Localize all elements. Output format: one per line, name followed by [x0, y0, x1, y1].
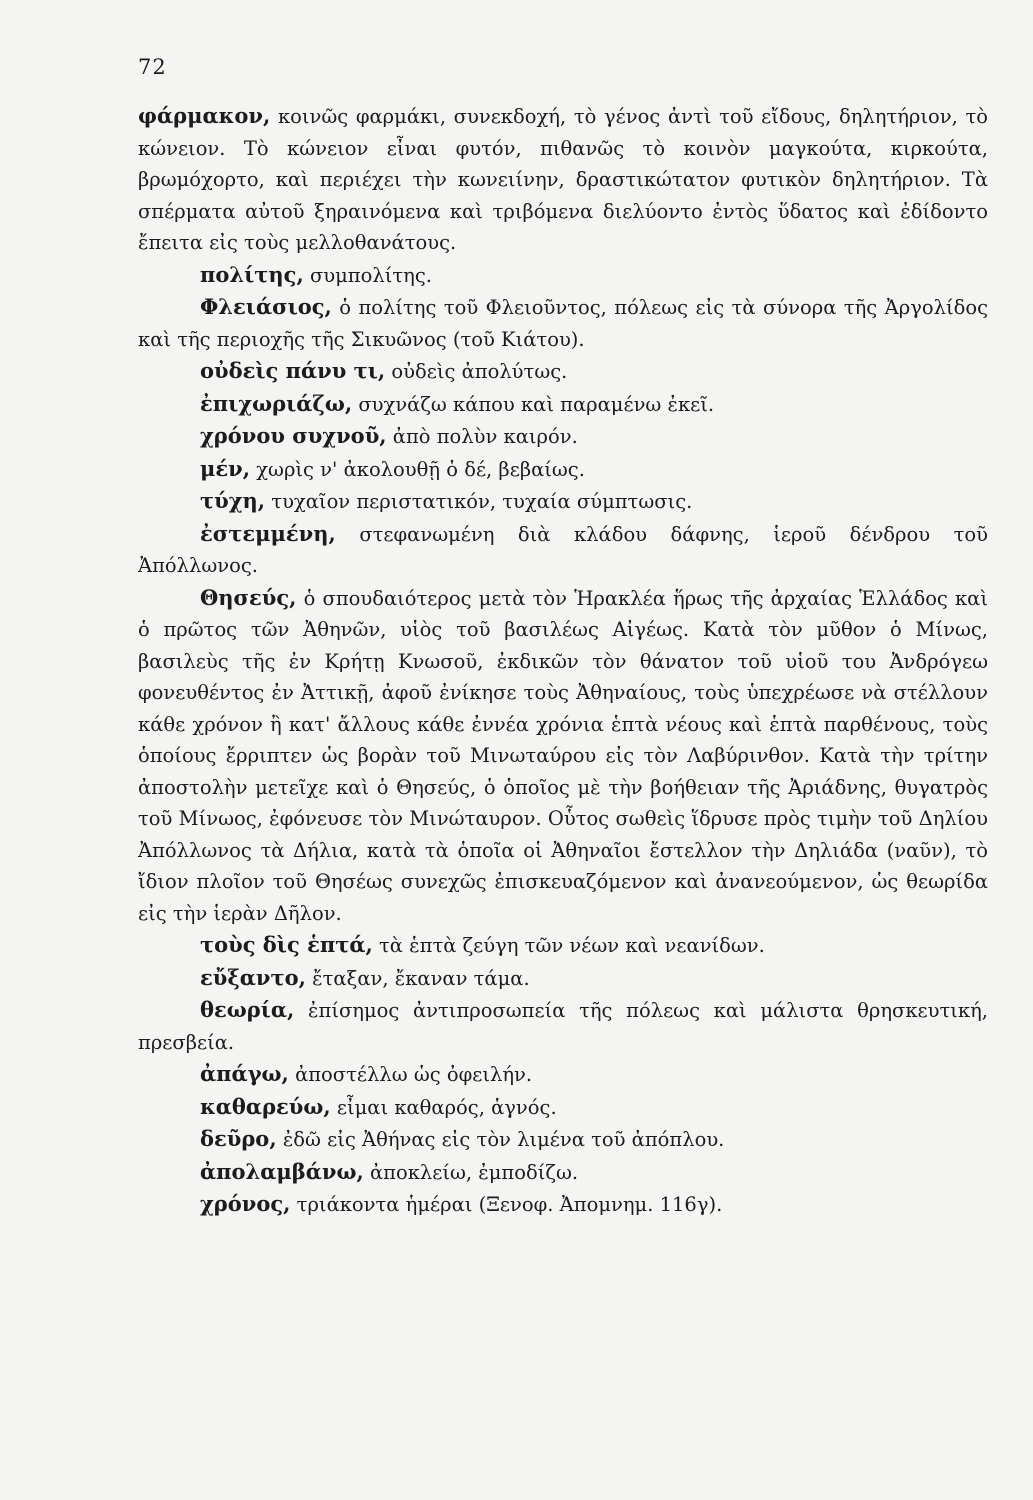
definition: εἶμαι καθαρός, ἁγνός. — [330, 1095, 557, 1119]
lemma: χρόνος, — [200, 1191, 291, 1216]
definition: στεφανωμένη διὰ κλάδου δάφνης, ἱεροῦ δένδρου τοῦ Ἀπόλλωνος. — [138, 522, 988, 577]
definition: τυχαῖον περιστατικόν, τυχαία σύμπτωσις. — [265, 490, 693, 513]
lemma: ἀπάγω, — [200, 1061, 289, 1086]
lemma: τύχη, — [200, 488, 266, 513]
glossary-entry — [138, 962, 988, 995]
lemma: φάρμακον, — [138, 103, 271, 128]
definition: συχνάζω κάπου καὶ παραμένω ἐκεῖ. — [352, 392, 715, 416]
glossary-entry — [138, 1156, 988, 1189]
definition: συμπολίτης. — [303, 263, 432, 287]
glossary-entry — [138, 485, 988, 518]
glossary-entry — [138, 291, 988, 355]
definition: ἀπὸ πολὺν καιρόν. — [386, 425, 578, 448]
glossary-entry — [138, 1188, 988, 1221]
lemma: εὔξαντο, — [200, 964, 306, 990]
lemma: ἐστεμμένη, — [200, 520, 336, 546]
lemma: χρόνου συχνοῦ, — [200, 423, 387, 448]
definition: ἀποκλείω, ἐμποδίζω. — [363, 1160, 579, 1184]
glossary-entry — [138, 1058, 988, 1091]
lemma: τοὺς δὶς ἑπτά, — [200, 932, 373, 957]
lemma: οὐδεὶς πάνυ τι, — [200, 358, 386, 383]
definition: ὁ πολίτης τοῦ Φλειοῦντος, πόλεως εἰς τὰ σύνορα τῆς Ἀργολίδος καὶ τῆς περιοχῆς τῆς Σικυῶνος (τοῦ Κιάτου). — [138, 296, 988, 351]
definition: τὰ ἑπτὰ ζεύγη τῶν νέων καὶ νεανίδων. — [372, 934, 765, 957]
lemma: Φλειάσιος, — [200, 294, 332, 319]
glossary-entry — [138, 518, 988, 582]
definition: ὁ σπουδαιότερος μετὰ τὸν Ἡρακλέα ἥρως τῆς ἀρχαίας Ἑλλάδος καὶ ὁ πρῶτος τῶν Ἀθηνῶν, υἱὸς τοῦ βασιλέως Αἰγέως. Κατὰ τὸν μῦθον ὁ Μίνως, βασιλεὺς τῆς ἐν Κρήτῃ Κνωσοῦ, ἐκδικῶν τὸν θάνατον τοῦ υἱοῦ του Ἀνδρόγεω φονευθέντος ἐν Ἀττικῇ, ἀφοῦ ἐνίκησε τοὺς Ἀθηναίους, τοὺς ὑπεχρέωσε νὰ στέλλουν κάθε χρόνον ἢ κατ' ἄλλους κάθε ἐννέα χρόνια ἑπτὰ νέους καὶ ἑπτὰ παρθένους, τοὺς ὁποίους ἔρριπτεν ὡς βορὰν τοῦ Μινωταύρου εἰς τὸν Λαβύρινθον. Κατὰ τὴν τρίτην ἀποστολὴν μετεῖχε καὶ ὁ Θησεύς, ὁ ὁποῖος μὲ τὴν βοήθειαν τῆς Ἀριάδνης, θυγατρὸς τοῦ Μίνωος, ἐφόνευσε τὸν Μινώταυρον. Οὗτος σωθεὶς ἵδρυσε πρὸς τιμὴν τοῦ Δηλίου Ἀπόλλωνος τὰ Δήλια, κατὰ τὰ ὁποῖα οἱ Ἀθηναῖοι ἔστελλον τὴν Δηλιάδα (ναῦν), τὸ ἴδιον πλοῖον τοῦ Θησέως συνεχῶς ἐπισκευαζόμενον καὶ ἀνανεούμενον, ὡς θεωρίδα εἰς τὴν ἱερὰν Δῆλον. — [138, 586, 988, 925]
definition: ἔταξαν, ἔκαναν τάμα. — [305, 966, 530, 990]
definition: χωρὶς ν' ἀκολουθῇ ὁ δέ, βεβαίως. — [250, 457, 585, 481]
glossary-entry — [138, 582, 988, 930]
lemma: μέν, — [200, 455, 251, 481]
definition: κοινῶς φαρμάκι, συνεκδοχή, τὸ γένος ἀντὶ τοῦ εἴδους, δηλητήριον, τὸ κώνειον. Τὸ κώνειον εἶναι φυτόν, πιθανῶς τὸ κοινὸν μαγκούτα, κιρκούτα, βρωμόχορτο, καὶ περιέχει τὴν κωνειίνην, δραστικώτατον φυτικὸν δηλητήριον. Τὰ σπέρματα αὐτοῦ ξηραινόμενα καὶ τριβόμενα διελύοντο ἐντὸς ὕδατος καὶ ἐδίδοντο ἔπειτα εἰς τοὺς μελλοθανάτους. — [138, 105, 988, 254]
glossary-entry — [138, 355, 988, 388]
lemma: ἀπολαμβάνω, — [200, 1158, 364, 1184]
lemma: ἐπιχωριάζω, — [200, 390, 353, 416]
glossary-entry — [138, 420, 988, 453]
glossary-entry — [138, 453, 988, 486]
page-number: 72 — [138, 55, 167, 79]
glossary-entry — [138, 1123, 988, 1156]
lemma: δεῦρο, — [200, 1126, 277, 1151]
glossary-entry — [138, 259, 988, 292]
glossary-entry — [138, 1091, 988, 1124]
definition: οὐδεὶς ἀπολύτως. — [385, 360, 568, 383]
lemma: καθαρεύω, — [200, 1093, 331, 1119]
glossary-entry — [138, 388, 988, 421]
definition: ἐπίσημος ἀντιπροσωπεία τῆς πόλεως καὶ μάλιστα θρησκευτική, πρεσβεία. — [138, 999, 988, 1054]
definition: τριάκοντα ἡμέραι (Ξενοφ. Ἀπομνημ. 116γ). — [290, 1193, 723, 1216]
glossary-entry — [138, 100, 988, 259]
glossary-entry — [138, 994, 988, 1058]
lemma: θεωρία, — [200, 997, 295, 1022]
lemma: Θησεύς, — [200, 584, 297, 610]
definition: ἐδῶ εἰς Ἀθήνας εἰς τὸν λιμένα τοῦ ἀπόπλου. — [276, 1128, 725, 1151]
lemma: πολίτης, — [200, 261, 304, 287]
glossary-entry — [138, 929, 988, 962]
definition: ἀποστέλλω ὡς ὀφειλήν. — [288, 1063, 533, 1086]
glossary-text — [138, 100, 988, 1221]
